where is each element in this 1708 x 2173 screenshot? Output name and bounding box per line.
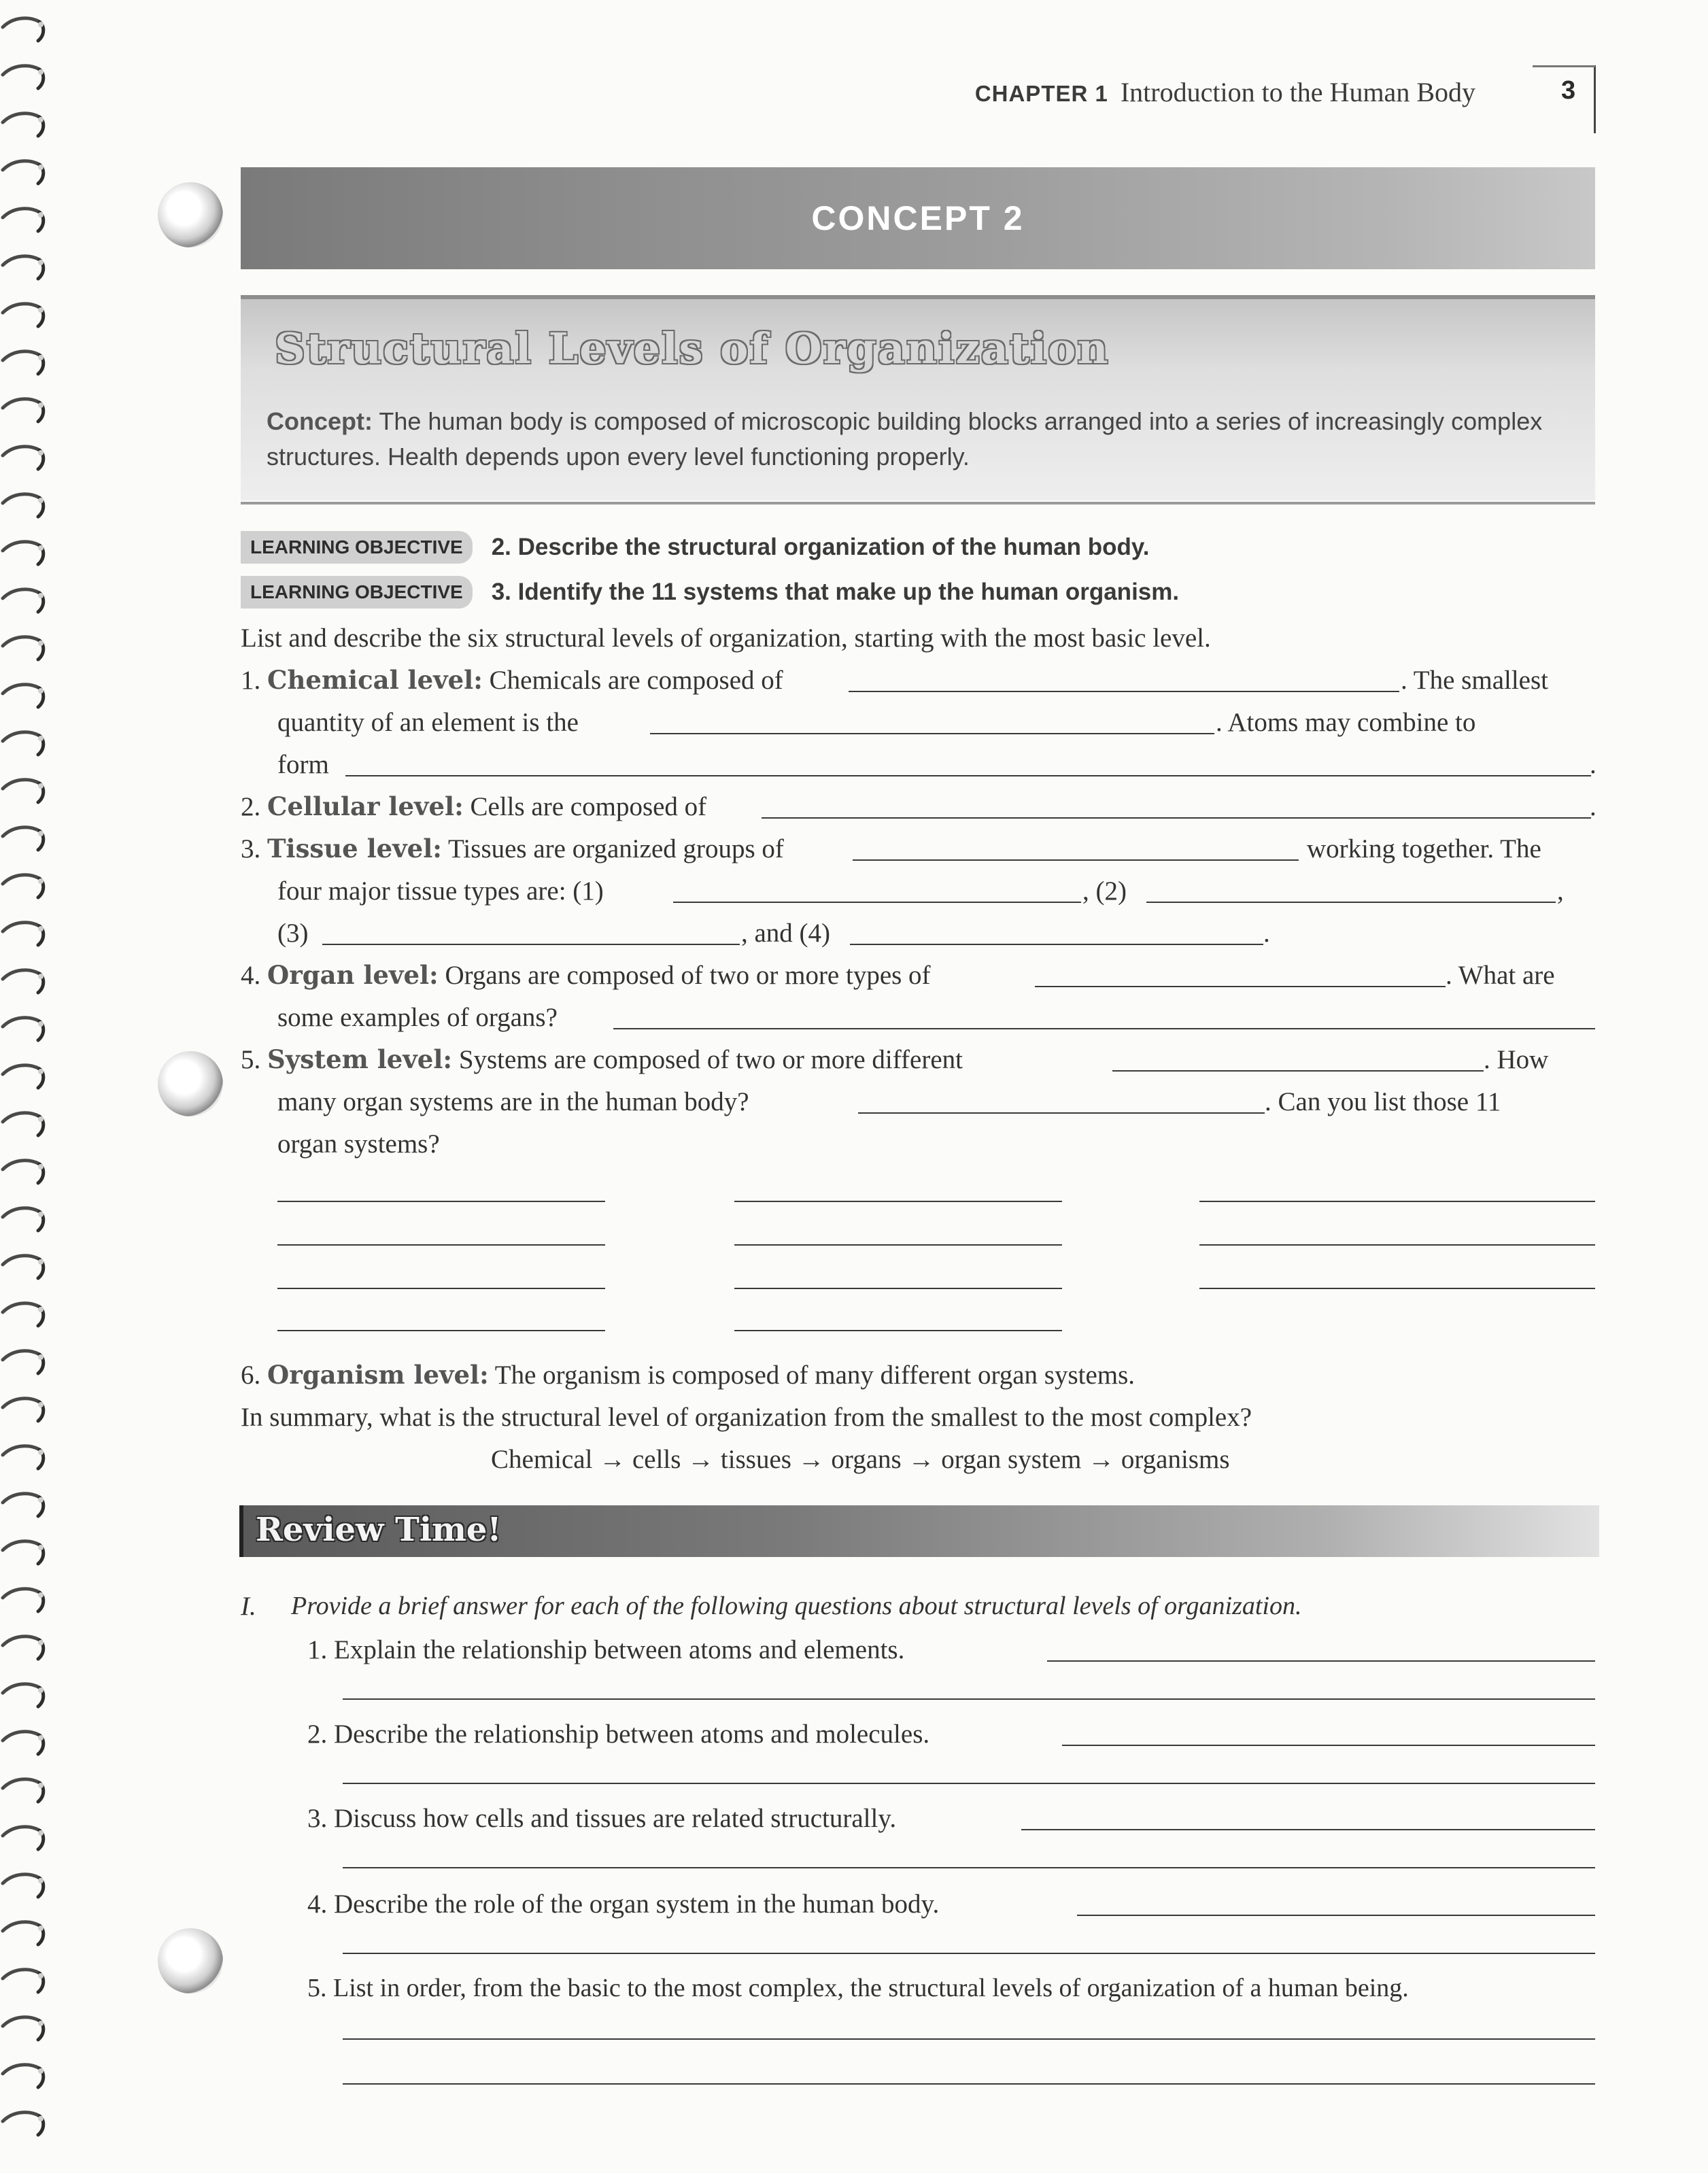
spiral-coil xyxy=(0,1435,54,1473)
review-question xyxy=(307,1889,939,1919)
item-number: 1. xyxy=(241,666,261,695)
answer-line[interactable] xyxy=(343,2083,1595,2085)
spiral-coil xyxy=(0,1720,54,1758)
answer-blank[interactable] xyxy=(322,944,740,945)
answer-line[interactable] xyxy=(1077,1915,1595,1916)
level-text: . Can you list those 11 xyxy=(1265,1087,1501,1116)
spiral-coil xyxy=(0,1482,54,1520)
spiral-coil xyxy=(0,863,54,902)
item-number: 5. xyxy=(241,1045,261,1074)
question-number: 3. xyxy=(307,1804,328,1833)
level-label: Organism level: xyxy=(267,1360,489,1390)
organ-system-blank[interactable] xyxy=(734,1201,1062,1202)
spiral-coil xyxy=(0,1244,54,1282)
level-text: four major tissue types are: (1) xyxy=(277,876,604,906)
item-number: 4. xyxy=(241,961,261,990)
organ-system-blank[interactable] xyxy=(1199,1288,1595,1289)
question-number: 2. xyxy=(307,1719,328,1749)
level-6-line xyxy=(241,1360,1135,1390)
answer-blank[interactable] xyxy=(858,1112,1265,1114)
spiral-coil xyxy=(0,1958,54,1996)
summary-question: In summary, what is the structural level of organization from the smallest to the most complex? xyxy=(241,1403,1252,1432)
spiral-coil xyxy=(0,7,54,45)
organ-system-blank[interactable] xyxy=(1199,1244,1595,1246)
instructions: List and describe the six structural levels of organization, starting with the most basic level. xyxy=(241,623,1211,653)
answer-blank[interactable] xyxy=(1146,902,1556,903)
spiral-coil xyxy=(0,1673,54,1711)
level-text: , xyxy=(1557,876,1564,906)
spiral-coil xyxy=(0,2053,54,2091)
spiral-coil xyxy=(0,54,54,92)
chapter-title: Introduction to the Human Body xyxy=(1120,77,1475,107)
organ-system-blank[interactable] xyxy=(734,1330,1062,1331)
organ-system-blank[interactable] xyxy=(734,1288,1062,1289)
level-text: The organism is composed of many different organ systems. xyxy=(488,1361,1135,1390)
level-text: Systems are composed of two or more different xyxy=(452,1045,963,1074)
page-number-rule-top xyxy=(1533,65,1595,67)
spiral-coil xyxy=(0,245,54,283)
review-question xyxy=(307,1803,896,1834)
level-label: Chemical level: xyxy=(267,665,483,695)
answer-line[interactable] xyxy=(343,1953,1595,1954)
learning-objective-tag: LEARNING OBJECTIVE xyxy=(241,576,473,609)
level-text: form xyxy=(277,750,329,779)
level-text: . Atoms may combine to xyxy=(1216,708,1476,737)
spiral-coil xyxy=(0,530,54,568)
spiral-coil xyxy=(0,1101,54,1140)
organ-system-blank[interactable] xyxy=(277,1201,605,1202)
level-text: Cells are composed of xyxy=(463,792,707,821)
spiral-coil xyxy=(0,673,54,711)
spiral-coil xyxy=(0,483,54,521)
chapter-label: CHAPTER 1 xyxy=(974,81,1108,106)
spiral-coil xyxy=(0,768,54,806)
level-text: . xyxy=(1590,792,1596,821)
spiral-coil xyxy=(0,721,54,759)
answer-blank[interactable] xyxy=(1035,986,1446,987)
concept-banner-title: CONCEPT 2 xyxy=(811,199,1025,237)
spiral-coil xyxy=(0,1054,54,1092)
level-text: Organs are composed of two or more types of xyxy=(438,961,931,990)
concept-statement xyxy=(267,404,1572,475)
spiral-coil xyxy=(0,578,54,616)
answer-line[interactable] xyxy=(1062,1745,1595,1746)
level-text: some examples of organs? xyxy=(277,1003,558,1032)
spiral-coil xyxy=(0,1815,54,1853)
punch-hole-top xyxy=(158,182,223,247)
spiral-coil xyxy=(0,2101,54,2139)
spiral-coil xyxy=(0,150,54,188)
level-label: Cellular level: xyxy=(267,791,464,821)
answer-blank[interactable] xyxy=(673,902,1081,903)
level-text: . xyxy=(1590,750,1596,779)
learning-objective-text: 2. Describe the structural organization of the human body. xyxy=(491,534,1150,560)
organ-system-blank[interactable] xyxy=(1199,1201,1595,1202)
spiral-coil xyxy=(0,626,54,664)
summary-answer: Chemical → cells → tissues → organs → organ system → organisms xyxy=(491,1445,1230,1474)
level-text: working together. The xyxy=(1307,834,1541,863)
spiral-coil xyxy=(0,1006,54,1044)
level-text: , and (4) xyxy=(741,919,831,948)
section-title: Structural Levels of Organization xyxy=(275,324,1110,373)
review-question xyxy=(307,1635,904,1665)
answer-line[interactable] xyxy=(343,1867,1595,1868)
learning-objective-text: 3. Identify the 11 systems that make up the human organism. xyxy=(491,579,1180,605)
concept-box-rule xyxy=(241,502,1595,504)
question-text: Describe the relationship between atoms and molecules. xyxy=(334,1719,930,1749)
concept-label: Concept: xyxy=(267,407,373,435)
answer-blank[interactable] xyxy=(762,817,1591,819)
spiral-coil xyxy=(0,2006,54,2044)
spiral-coil xyxy=(0,1292,54,1330)
level-text: . How xyxy=(1484,1045,1549,1074)
question-number: 4. xyxy=(307,1889,328,1919)
spiral-coil xyxy=(0,102,54,140)
item-number: 2. xyxy=(241,792,261,821)
spiral-coil xyxy=(0,1197,54,1235)
spiral-coil xyxy=(0,1863,54,1901)
answer-blank[interactable] xyxy=(345,775,1591,776)
item-number: 6. xyxy=(241,1361,261,1390)
answer-blank[interactable] xyxy=(613,1028,1595,1029)
spiral-coil xyxy=(0,1339,54,1378)
page-number-rule xyxy=(1594,65,1596,133)
spiral-coil xyxy=(0,1577,54,1615)
question-number: 1. xyxy=(307,1635,328,1664)
running-header xyxy=(975,76,1475,108)
spiral-coil xyxy=(0,1625,54,1663)
learning-objective xyxy=(241,530,1150,564)
answer-blank[interactable] xyxy=(853,859,1299,861)
level-text: . The smallest xyxy=(1401,666,1548,695)
concept-text: The human body is composed of microscopic building blocks arranged into a series of increasingly complex structures. Health depends upon every level functioning properly. xyxy=(267,407,1543,470)
level-4-line-1 xyxy=(241,960,931,991)
spiral-coil xyxy=(0,1768,54,1806)
level-1-line-1 xyxy=(241,665,783,696)
learning-objective-tag: LEARNING OBJECTIVE xyxy=(241,531,473,564)
level-text: , (2) xyxy=(1082,876,1127,906)
level-text: organ systems? xyxy=(277,1129,440,1159)
organ-system-blank[interactable] xyxy=(734,1244,1062,1246)
item-number: 3. xyxy=(241,834,261,863)
answer-line[interactable] xyxy=(1021,1829,1595,1830)
punch-hole-bottom xyxy=(158,1928,223,1994)
spiral-coil xyxy=(0,1530,54,1568)
spiral-coil xyxy=(0,197,54,235)
spiral-coil xyxy=(0,292,54,330)
learning-objective xyxy=(241,575,1179,609)
concept-banner xyxy=(241,167,1595,269)
review-question xyxy=(307,1973,1409,2003)
organ-system-blank[interactable] xyxy=(277,1244,605,1246)
page-number: 3 xyxy=(1561,76,1576,105)
question-text: List in order, from the basic to the most complex, the structural levels of organization of a human being. xyxy=(333,1974,1409,2002)
organ-system-blank[interactable] xyxy=(277,1288,605,1289)
level-text: many organ systems are in the human body? xyxy=(277,1087,749,1116)
level-label: System level: xyxy=(267,1044,453,1074)
level-text: (3) xyxy=(277,919,309,948)
question-text: Discuss how cells and tissues are related structurally. xyxy=(334,1804,897,1833)
answer-line[interactable] xyxy=(343,2038,1595,2040)
punch-hole-middle xyxy=(158,1051,223,1116)
level-5-line-1 xyxy=(241,1044,963,1075)
level-text: Chemicals are composed of xyxy=(482,666,783,695)
level-text: quantity of an element is the xyxy=(277,708,579,737)
spiral-coil xyxy=(0,959,54,997)
level-label: Tissue level: xyxy=(267,834,442,863)
question-text: Describe the role of the organ system in the human body. xyxy=(334,1889,940,1919)
spiral-coil xyxy=(0,340,54,378)
answer-blank[interactable] xyxy=(1112,1070,1484,1072)
level-label: Organ level: xyxy=(267,960,439,990)
spiral-coil xyxy=(0,911,54,949)
answer-line[interactable] xyxy=(343,1783,1595,1784)
spiral-coil xyxy=(0,1387,54,1425)
spiral-coil xyxy=(0,1911,54,1949)
spiral-coil xyxy=(0,435,54,473)
answer-line[interactable] xyxy=(343,1698,1595,1700)
review-title: Review Time! xyxy=(256,1511,502,1549)
review-prompt: Provide a brief answer for each of the following questions about structural levels of organization. xyxy=(291,1592,1302,1620)
level-text: . What are xyxy=(1446,961,1555,990)
question-text: Explain the relationship between atoms and elements. xyxy=(334,1635,905,1664)
answer-blank[interactable] xyxy=(849,691,1399,692)
answer-blank[interactable] xyxy=(850,944,1263,945)
spiral-coil xyxy=(0,1149,54,1187)
organ-system-blank[interactable] xyxy=(277,1330,605,1331)
answer-blank[interactable] xyxy=(650,733,1214,734)
level-text: Tissues are organized groups of xyxy=(441,834,784,863)
level-text: . xyxy=(1263,919,1270,948)
question-number: 5. xyxy=(307,1974,327,2002)
review-question xyxy=(307,1719,929,1749)
spiral-coil xyxy=(0,388,54,426)
answer-line[interactable] xyxy=(1047,1660,1595,1662)
review-section-number: I. xyxy=(241,1592,256,1621)
level-2-line xyxy=(241,791,706,822)
spiral-coil xyxy=(0,816,54,854)
level-3-line-1 xyxy=(241,834,784,864)
